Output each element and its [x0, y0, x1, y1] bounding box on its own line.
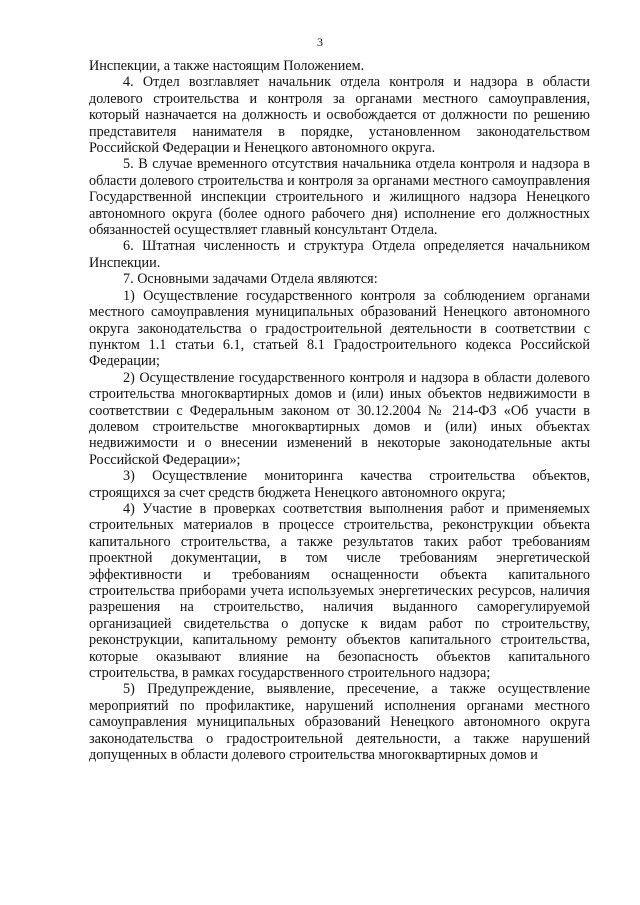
document-body: [89, 58, 590, 763]
paragraph-continuation: Инспекции, а также настоящим Положением.: [89, 58, 365, 74]
paragraph-item-6: 6. Штатная численность и структура Отдела определяется начальником Инспекции.: [89, 238, 590, 271]
task-item-4: 4) Участие в проверках соответствия выполнения работ и применяемых строительных материалов в процессе строительства, реконструкции объекта капитального строительства, а также результатов таких работ требованиям проектной документации, в том числе требованиям энергетической эффективности и требованиям оснащенности объекта капитального строительства приборами учета используемых энергетических ресурсов, наличия разрешения на строительство, наличия выданного саморегулируемой организацией свидетельства о допуске к видам работ по строительству, реконструкции, капитальному ремонту объектов капитального строительства, которые оказывают влияние на безопасность объектов капитального строительства, в рамках государственного строительного надзора;: [89, 500, 590, 682]
page-number: 3: [317, 35, 323, 49]
paragraph-item-4: 4. Отдел возглавляет начальник отдела контроля и надзора в области долевого строительства и контроля за органами местного самоуправления, который назначается на должность и освобождается от должности по решению представителя нанимателя в порядке, установленном законодательством Российской Федерации и Ненецкого автономного округа.: [89, 74, 590, 157]
task-item-1: 1) Осуществление государственного контроля за соблюдением органами местного самоуправления муниципальных образований Ненецкого автономного округа законодательства о градостроительной деятельности в соответствии с пунктом 1.1 статьи 6.1, статьей 8.1 Градостроительного кодекса Российской Федерации;: [89, 287, 590, 370]
task-item-5: 5) Предупреждение, выявление, пресечение, а также осуществление мероприятий по профилактике, нарушений исполнения органами местного самоуправления муниципальных образований Ненецкого автономного округа законодательства о градостроительной деятельности, а также нарушений допущенных в области долевого строительства многоквартирных домов и: [89, 681, 590, 764]
paragraph-item-7: 7. Основными задачами Отдела являются:: [123, 271, 378, 288]
task-item-3: 3) Осуществление мониторинга качества строительства объектов, строящихся за счет средств бюджета Ненецкого автономного округа;: [89, 468, 590, 501]
task-item-2: 2) Осуществление государственного контроля и надзора в области долевого строительства многоквартирных домов и (или) иных объектов недвижимости в соответствии с Федеральным законом от 30.12.2004 № 214-ФЗ «Об участи в долевом строительстве многоквартирных домов и (или) иных объектах недвижимости и о внесении изменений в некоторые законодательные акты Российской Федерации»;: [89, 369, 590, 468]
paragraph-item-5: 5. В случае временного отсутствия начальника отдела контроля и надзора в области долевого строительства и контроля за органами местного самоуправления Государственной инспекции строительного и жилищного надзора Ненецкого автономного округа (более одного рабочего дня) исполнение его должностных обязанностей осуществляет главный консультант Отдела.: [89, 156, 590, 239]
